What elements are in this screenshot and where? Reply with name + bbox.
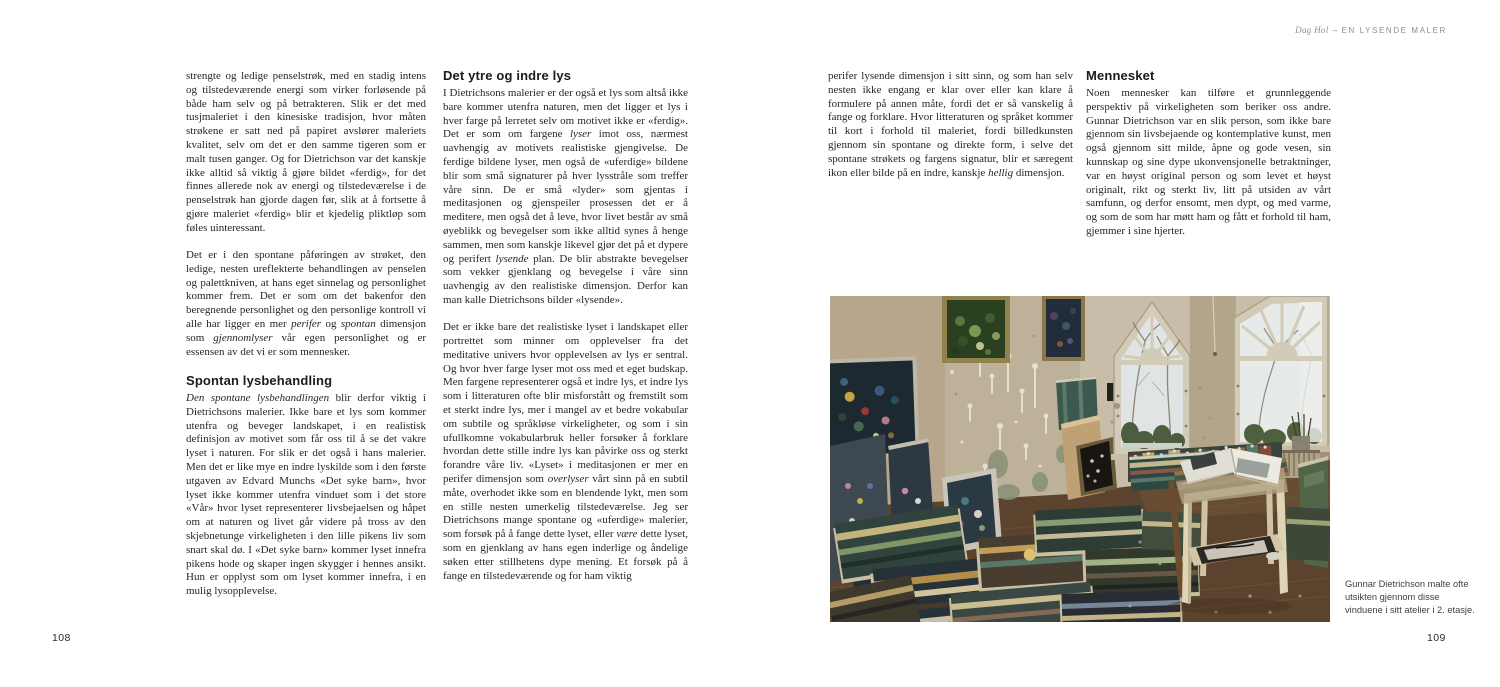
section-heading: Mennesket <box>1086 68 1155 83</box>
body-paragraph: Noen mennesker kan tilføre et grunnleggende perspektiv på virkeligheten som beriker oss andre. Gunnar Dietrichson var en slik person, som ikke bare gjennom sin livsbejaende og kontemplative kunst, men også gjennom sitt milde, åpne og gode vesen, sin kunnskap og sine dype ukonvensjonelle betraktninger, var en høyst original person og som levet et høyst originalt, rikt og sterkt liv, litt på utsiden av vårt samfunn, og derfor ensomt, men dypt, og med varme, og som de som har møtt ham og fått et forhold til ham, gjemmer i sine hjerter. <box>1086 87 1331 237</box>
text-column-1 <box>186 70 426 612</box>
text-column-3 <box>828 70 1073 194</box>
body-paragraph: strengte og ledige penselstrøk, med en stadig intens og tilstedeværende energi som virker forløsende på både ham selv og på betrakteren. Slik er det med tusjmaleriet i den kinesiske tradisjon, hvor måten strøkene er satt ned på papiret avslører maleriets kvalitet, selv om det er den samme tigeren som er malt tusen ganger. Og for Dietrichson var det kanskje ikke alltid så viktig å gjøre bildet «ferdig», for det finnes allerede nok av energi og tilstedeværelse i de penselstrøk han gjorde dagen før, slik at å fortsette å gjøre maleriet «ferdig» blir et kjedelig pliktløp som føles uinteressant. <box>186 70 426 234</box>
page-number-right: 109 <box>1427 632 1446 644</box>
body-paragraph: Det er i den spontane påføringen av strøket, den ledige, nesten ureflekterte behandlingen av penselen og palettkniven, at hans eget sinnelag og personlighet kommer frem. Det er som om det bakenfor den beregnende personlighet og den personlige kontroll vi alle har ligger en mer perifer og spontan dimensjon som gjennomlyser vår egen personlighet og er essensen av det vi er som mennesker. <box>186 249 426 358</box>
running-header-separator: – <box>1332 25 1338 35</box>
text-column-2 <box>443 70 688 597</box>
body-paragraph: Den spontane lysbehandlingen blir derfor viktig i Dietrichsons malerier. Ikke bare et lys som kommer utenfra og beveger landskapet, i en realistisk definisjon av motivet som får oss til å se det vakre lyset i naturen. For slik er det også i hans malerier. Men det er like mye en indre lyskilde som i den første utgaven av Edvard Munchs «Det syke barn», hvor lyset ikke kommer utenfra vinduet som i det store «Vår» hvor lyset representerer livsbejaelsen og håpet om at naturen og livet går videre på tross av den skjebnetunge virkeligheten i den lille pikens liv som snart skal dø. I «Det syke barn» kommer lyset innefra pikens hode og skaper ingen skygger i hennes ansikt. Hun er opplyst som om lyset kommer innefra, i en mulig lysopplevelse. <box>186 391 426 598</box>
body-paragraph: Det er ikke bare det realistiske lyset i landskapet eller portrettet som minner om opplevelser fra det meditative univers hvor opplevelsen av lys er sentral. Og hvor hver farge lyser mot oss med et eget budskap. Men fargene representerer også et indre lys, et indre lys som i litteraturen ofte blir misforstått og fremstilt som et sterkt indre lys, mer i mangel av et bedre vokabular om subtile og språkløse virkeligheter, og som i sin ufullkomne vokabularbruk heller forsøker å forklare hvordan dette stille indre lys kan påvirke oss og sterkt forandre våre liv. «Lyset» i meditasjonen er mer en perifer dimensjon som overlyser vårt sinn på en subtil måte, overhodet ikke som en blendende lykt, men som en stille nesten umerkelig tilstedeværelse. Jeg ser Dietrichsons mange spontane og «uferdige» malerier, som forsøk på å fange dette lyset, eller være dette lyset, som en gjenklang av hans egen inderlige og åndelige søken etter stillhetens dype mening. Et forsøk på å fange en tilstedeværende og for ham viktig <box>443 321 688 582</box>
running-header-author: Dag Hol <box>1295 25 1329 35</box>
running-header-book-title: EN LYSENDE MALER <box>1341 26 1447 35</box>
body-paragraph: I Dietrichsons malerier er der også et lys som altså ikke bare kommer utenfra naturen, men det ligger et lys i hver farge på lerretet selv om motivet ikke er «ferdig». Det er som om fargene lyser imot oss, nærmest uavhengig av motivets realistiske gjengivelse. De ferdige bildene lyser, men også de «uferdige» bildene blir som små signaturer på hver lysstråle som treffer våre sinn. De er små «lyder» som gjentas i meditasjonen og gjenspeiler prosessen det er å meditere, men også det å leve, hvor livet består av små øyeblikk og bevegelser som ikke alltid synes å henge sammen, men som kanskje likevel gjør det på et dypere og perifert lysende plan. De blir abstrakte bevegelser som vekker gjenklang og bevegelse i våre sinn uavhengig av den realistiske dimensjon. Derfor kan man kalle Dietrichsons bilder «lysende». <box>443 87 688 306</box>
body-paragraph: perifer lysende dimensjon i sitt sinn, og som han selv nesten ikke engang er klar over eller kan klare å formulere på annen måte, fordi det er så vanskelig å fange og forklare. Hvor litteraturen og språket kommer til kort i forhold til maleriet, fordi billedkunsten gjennom sin spontane og direkte form, i selve det spontane strøkets og fargens signatur, blir et særegent ikon eller bilde på en indre, kanskje hellig dimensjon. <box>828 70 1073 179</box>
photo-caption: Gunnar Dietrichson malte ofte utsikten gjennom disse vinduene i sitt atelier i 2. etasje. <box>1345 579 1475 616</box>
section-heading: Det ytre og indre lys <box>443 68 572 83</box>
section-heading: Spontan lysbehandling <box>186 372 333 388</box>
page-number-left: 108 <box>52 632 71 644</box>
text-column-4 <box>1086 70 1331 252</box>
studio-photo <box>830 296 1330 622</box>
running-header <box>1295 25 1447 35</box>
